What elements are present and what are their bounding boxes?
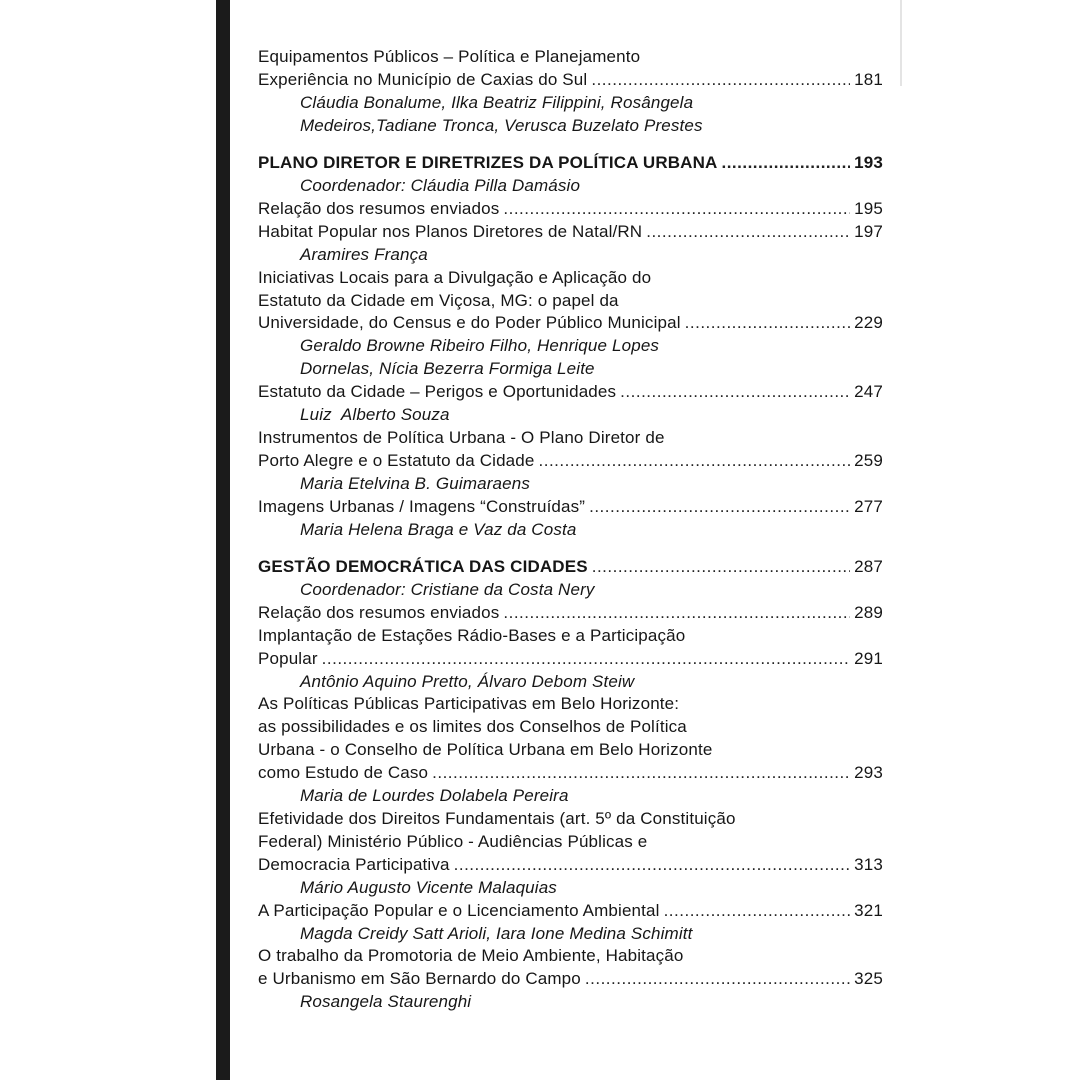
entry-title-row (258, 198, 883, 221)
toc-entry (258, 381, 883, 427)
entry-title-row (258, 312, 883, 335)
page-number: 259 (854, 450, 883, 470)
dot-leader (585, 968, 850, 991)
section-coordinator: Coordenador: Cristiane da Costa Nery (300, 579, 595, 599)
entry-authors: Magda Creidy Satt Arioli, Iara Ione Medina Schimitt (300, 923, 693, 943)
entry-authors: Medeiros,Tadiane Tronca, Verusca Buzelato Prestes (300, 115, 703, 135)
entry-authors: Mário Augusto Vicente Malaquias (300, 877, 557, 897)
toc-entry (258, 267, 883, 382)
entry-title-line: as possibilidades e os limites dos Conselhos de Política (258, 717, 687, 737)
entry-title-line: Imagens Urbanas / Imagens “Construídas” (258, 496, 586, 516)
page-number: 325 (854, 969, 883, 989)
dot-leader (539, 450, 851, 473)
toc-entry (258, 46, 883, 138)
entry-authors: Maria Etelvina B. Guimaraens (300, 473, 531, 493)
entry-authors: Aramires França (300, 244, 428, 264)
toc-entry (258, 427, 883, 496)
entry-authors: Maria de Lourdes Dolabela Pereira (300, 786, 569, 806)
section-coordinator: Coordenador: Cláudia Pilla Damásio (300, 176, 581, 196)
entry-title-row (258, 450, 883, 473)
entry-title-line: Estatuto da Cidade em Viçosa, MG: o papel da (258, 290, 619, 310)
page-number: 247 (854, 382, 883, 402)
page-number: 293 (854, 763, 883, 783)
entry-title-row (258, 648, 883, 671)
entry-title-line: como Estudo de Caso (258, 763, 429, 783)
entry-authors: Luiz Alberto Souza (300, 405, 450, 425)
entry-title-line: Democracia Participativa (258, 854, 450, 874)
entry-title-row (258, 381, 883, 404)
section-heading: GESTÃO DEMOCRÁTICA DAS CIDADES (258, 557, 588, 577)
entry-title-row (258, 69, 883, 92)
page-number: 195 (854, 198, 883, 218)
page-number: 181 (854, 69, 883, 89)
entry-authors: Dornelas, Nícia Bezerra Formiga Leite (300, 359, 595, 379)
toc-entry (258, 198, 883, 221)
toc-entry (258, 602, 883, 625)
entry-title-line: Relação dos resumos enviados (258, 198, 500, 218)
entry-authors: Cláudia Bonalume, Ilka Beatriz Filippini, Rosângela (300, 92, 694, 112)
toc-section (258, 152, 883, 541)
toc-entry (258, 693, 883, 808)
entry-title-line: e Urbanismo em São Bernardo do Campo (258, 969, 581, 989)
entry-title-line: Iniciativas Locais para a Divulgação e Aplicação do (258, 267, 652, 287)
toc-entry (258, 221, 883, 267)
dot-leader (721, 152, 850, 175)
entry-title-row (258, 854, 883, 877)
entry-title-line: Urbana - o Conselho de Política Urbana em Belo Horizonte (258, 740, 713, 760)
section-heading-row (258, 152, 883, 175)
entry-title-line: Experiência no Município de Caxias do Sul (258, 69, 588, 89)
dot-leader (685, 312, 851, 335)
entry-authors: Geraldo Browne Ribeiro Filho, Henrique Lopes (300, 336, 660, 356)
entry-authors: Maria Helena Braga e Vaz da Costa (300, 519, 577, 539)
dot-leader (646, 221, 850, 244)
entry-title-row (258, 496, 883, 519)
entry-title-line: A Participação Popular e o Licenciamento Ambiental (258, 900, 660, 920)
entry-title-row (258, 968, 883, 991)
page-number: 287 (854, 557, 883, 577)
dot-leader (620, 381, 850, 404)
entry-title-line: Implantação de Estações Rádio-Bases e a Participação (258, 625, 686, 645)
spacer (258, 542, 883, 557)
toc-entry (258, 808, 883, 900)
toc-entry (258, 900, 883, 946)
entry-authors: Antônio Aquino Pretto, Álvaro Debom Steiw (300, 671, 635, 691)
book-spine-shadow (216, 0, 230, 1080)
section-heading: PLANO DIRETOR E DIRETRIZES DA POLÍTICA URBANA (258, 153, 718, 173)
page-number: 193 (854, 153, 883, 173)
page-number: 277 (854, 496, 883, 516)
dot-leader (322, 648, 851, 671)
toc-entry (258, 945, 883, 1014)
entry-title-line: Federal) Ministério Público - Audiências Públicas e (258, 831, 648, 851)
entry-title-line: Instrumentos de Política Urbana - O Plano Diretor de (258, 428, 665, 447)
table-of-contents (258, 46, 883, 1014)
toc-entry (258, 625, 883, 694)
page-number: 321 (854, 900, 883, 920)
entry-title-row (258, 900, 883, 923)
dot-leader (591, 69, 850, 92)
page-number: 313 (854, 854, 883, 874)
entry-title-line: Universidade, do Census e do Poder Público Municipal (258, 313, 681, 333)
entry-title-row (258, 602, 883, 625)
dot-leader (664, 900, 851, 923)
entry-authors: Rosangela Staurenghi (300, 992, 472, 1012)
entry-title-line: Estatuto da Cidade – Perigos e Oportunidades (258, 382, 617, 402)
section-heading-row (258, 556, 883, 579)
page-number: 197 (854, 221, 883, 241)
dot-leader (592, 556, 850, 579)
page-edge (900, 0, 902, 86)
page-number: 289 (854, 602, 883, 622)
entry-title-line: Popular (258, 648, 318, 668)
toc-entry (258, 496, 883, 542)
page-number: 291 (854, 648, 883, 668)
entry-title-row (258, 762, 883, 785)
entry-title-line: Habitat Popular nos Planos Diretores de Natal/RN (258, 221, 643, 241)
toc-section (258, 556, 883, 1014)
dot-leader (503, 602, 850, 625)
entry-title-line: Equipamentos Públicos – Política e Planejamento (258, 47, 641, 66)
dot-leader (454, 854, 851, 877)
entry-title-line: Porto Alegre e o Estatuto da Cidade (258, 450, 535, 470)
entry-title-line: Efetividade dos Direitos Fundamentais (art. 5º da Constituição (258, 809, 736, 828)
dot-leader (503, 198, 850, 221)
spacer (258, 138, 883, 153)
entry-title-row (258, 221, 883, 244)
entry-title-line: O trabalho da Promotoria de Meio Ambiente, Habitação (258, 946, 684, 966)
dot-leader (432, 762, 850, 785)
entry-title-line: As Políticas Públicas Participativas em Belo Horizonte: (258, 694, 680, 714)
page-number: 229 (854, 313, 883, 333)
dot-leader (589, 496, 850, 519)
entry-title-line: Relação dos resumos enviados (258, 602, 500, 622)
